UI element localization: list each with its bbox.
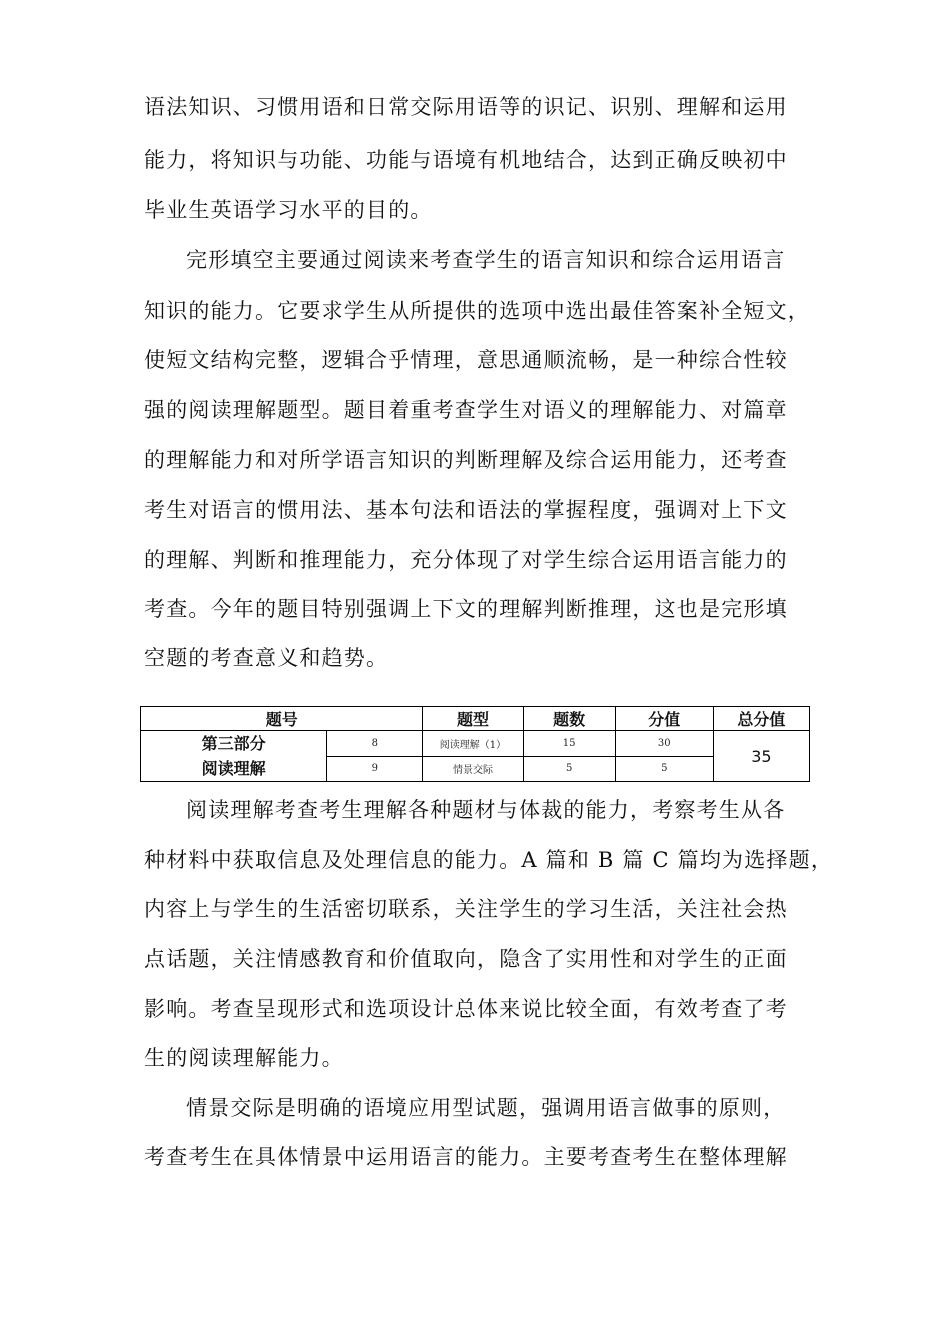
text-line: 的理解能力和对所学语言知识的判断理解及综合运用能力，还考查 — [144, 448, 788, 472]
table-row — [141, 731, 810, 757]
text-line: 种材料中获取信息及处理信息的能力。A 篇和 B 篇 C 篇均为选择题， — [144, 848, 834, 872]
score-table — [140, 706, 810, 782]
text-line: 考生对语言的惯用法、基本句法和语法的掌握程度，强调对上下文 — [144, 498, 788, 522]
text-line: 生的阅读理解能力。 — [144, 1046, 344, 1070]
text-line: 知识的能力。它要求学生从所提供的选项中选出最佳答案补全短文， — [144, 299, 810, 323]
text-line: 影响。考查呈现形式和选项设计总体来说比较全面，有效考查了考 — [144, 997, 788, 1021]
header-number: 题号 — [141, 707, 423, 731]
part-label-line1: 第三部分 — [201, 734, 266, 753]
text-line: 考查。今年的题目特别强调上下文的理解判断推理，这也是完形填 — [144, 597, 788, 621]
header-total: 总分值 — [713, 707, 809, 731]
text-line: 阅读理解考查考生理解各种题材与体裁的能力，考察考生从各 — [186, 798, 786, 822]
text-line: 使短文结构完整，逻辑合乎情理，意思通顺流畅，是一种综合性较 — [144, 348, 788, 372]
cell-count: 15 — [523, 731, 615, 757]
cell-total: 35 — [713, 731, 809, 782]
cell-number: 8 — [327, 731, 423, 757]
text-line: 毕业生英语学习水平的目的。 — [144, 198, 433, 222]
table-header-row — [141, 707, 810, 731]
header-score: 分值 — [615, 707, 713, 731]
text-line: 语法知识、习惯用语和日常交际用语等的识记、识别、理解和运用 — [144, 95, 788, 119]
cell-type: 阅读理解（1） — [423, 731, 523, 757]
cell-number: 9 — [327, 756, 423, 782]
cell-type: 情景交际 — [423, 756, 523, 782]
text-line: 能力，将知识与功能、功能与语境有机地结合，达到正确反映初中 — [144, 148, 788, 172]
header-type: 题型 — [423, 707, 523, 731]
text-line: 空题的考查意义和趋势。 — [144, 646, 389, 670]
header-count: 题数 — [523, 707, 615, 731]
text-line: 情景交际是明确的语境应用型试题，强调用语言做事的原则， — [186, 1096, 786, 1120]
part-label-cell — [141, 731, 327, 782]
cell-score: 30 — [615, 731, 713, 757]
text-line: 点话题，关注情感教育和价值取向，隐含了实用性和对学生的正面 — [144, 947, 788, 971]
text-line: 完形填空主要通过阅读来考查学生的语言知识和综合运用语言 — [186, 248, 786, 272]
text-line: 强的阅读理解题型。题目着重考查学生对语义的理解能力、对篇章 — [144, 398, 788, 422]
text-line: 内容上与学生的生活密切联系，关注学生的学习生活，关注社会热 — [144, 897, 788, 921]
cell-score: 5 — [615, 756, 713, 782]
text-line: 考查考生在具体情景中运用语言的能力。主要考查考生在整体理解 — [144, 1145, 788, 1169]
text-line: 的理解、判断和推理能力，充分体现了对学生综合运用语言能力的 — [144, 548, 788, 572]
part-label-line2: 阅读理解 — [201, 759, 266, 778]
cell-count: 5 — [523, 756, 615, 782]
